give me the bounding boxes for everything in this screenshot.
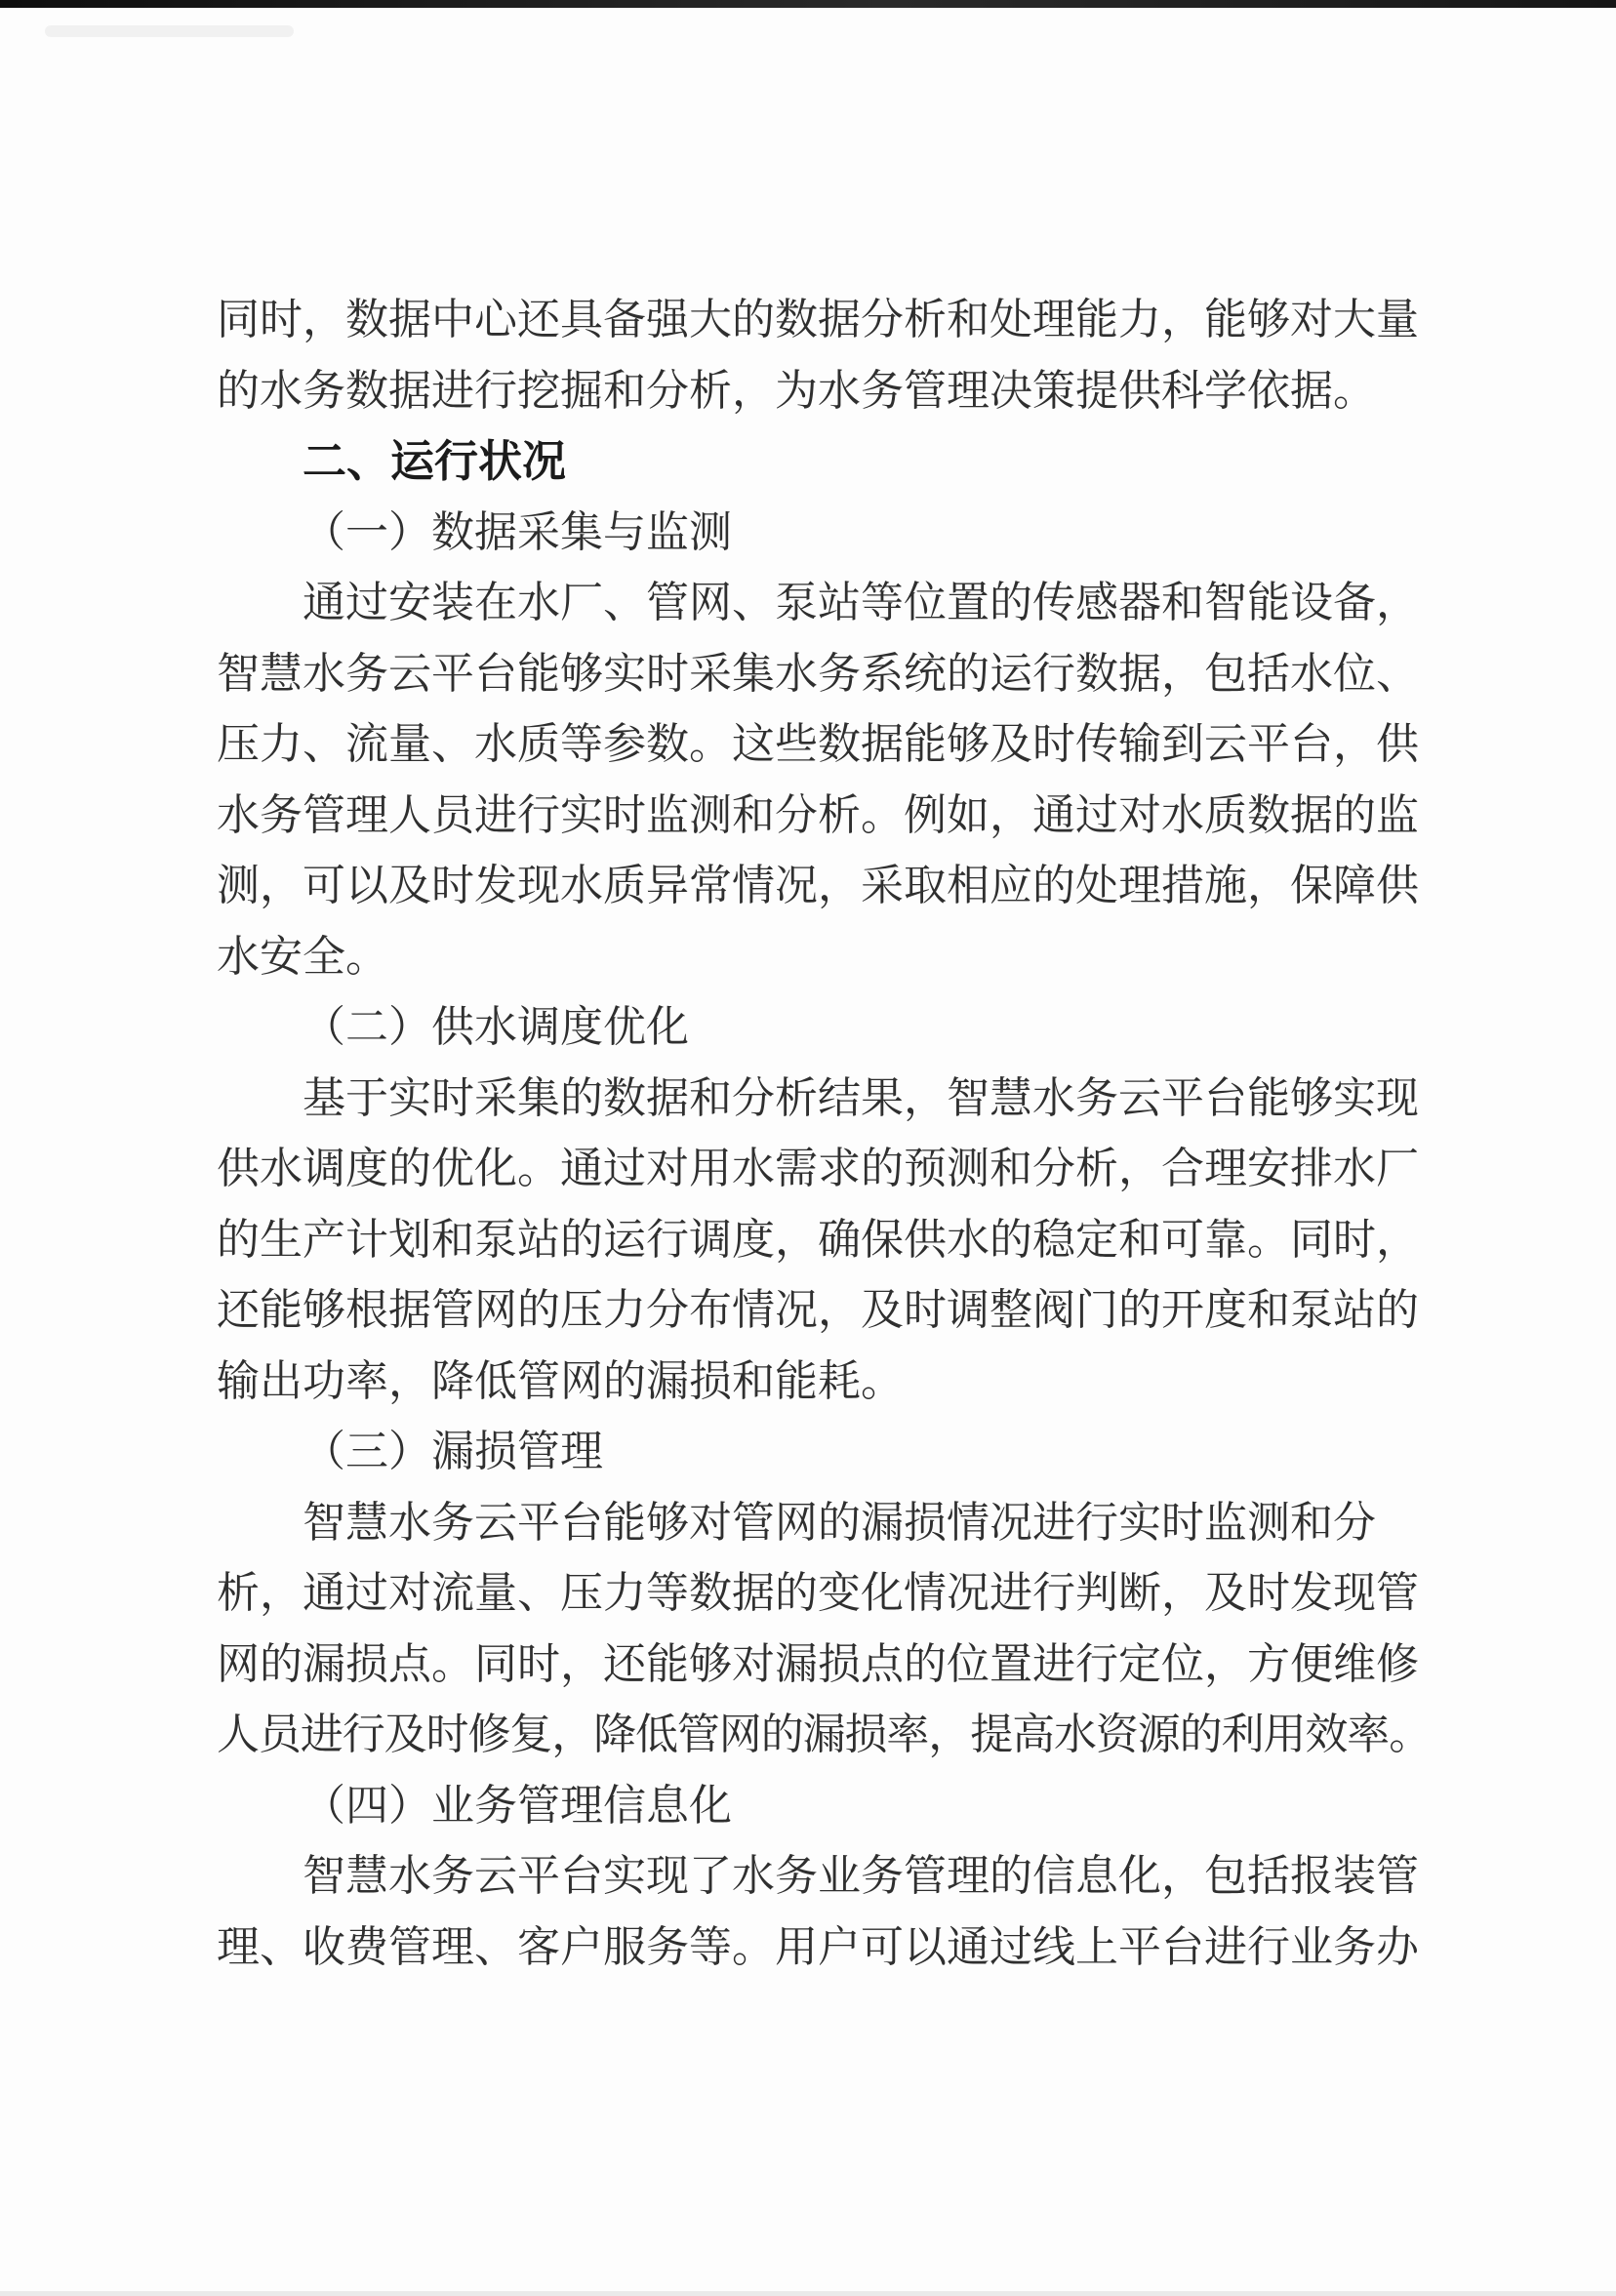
subsection-heading: （一）数据采集与监测 bbox=[303, 507, 732, 556]
body-line: 水务管理人员进行实时监测和分析。例如，通过对水质数据的监 bbox=[217, 790, 1419, 839]
body-line: 输出功率，降低管网的漏损和能耗。 bbox=[217, 1356, 904, 1405]
body-line: 还能够根据管网的压力分布情况，及时调整阀门的开度和泵站的 bbox=[217, 1286, 1419, 1334]
body-line: 网的漏损点。同时，还能够对漏损点的位置进行定位，方便维修 bbox=[217, 1639, 1419, 1688]
body-line: 智慧水务云平台能够对管网的漏损情况进行实时监测和分 bbox=[303, 1498, 1376, 1547]
body-line: 智慧水务云平台能够实时采集水务系统的运行数据，包括水位、 bbox=[217, 649, 1419, 698]
section-heading: 二、运行状况 bbox=[303, 436, 567, 486]
body-line: 析，通过对流量、压力等数据的变化情况进行判断，及时发现管 bbox=[217, 1569, 1419, 1617]
body-line: 的水务数据进行挖掘和分析，为水务管理决策提供科学依据。 bbox=[217, 366, 1376, 415]
body-line: 人员进行及时修复，降低管网的漏损率，提高水资源的利用效率。 bbox=[217, 1711, 1432, 1758]
body-line: 通过安装在水厂、管网、泵站等位置的传感器和智能设备， bbox=[303, 579, 1419, 626]
scan-smudge bbox=[45, 25, 294, 37]
body-line: 基于实时采集的数据和分析结果，智慧水务云平台能够实现 bbox=[303, 1073, 1419, 1122]
document-body bbox=[217, 285, 1438, 1983]
body-line: 同时，数据中心还具备强大的数据分析和处理能力，能够对大量 bbox=[217, 296, 1419, 343]
scan-edge-top bbox=[0, 0, 1616, 8]
subsection-heading: （三）漏损管理 bbox=[303, 1428, 603, 1475]
body-line: 测，可以及时发现水质异常情况，采取相应的处理措施，保障供 bbox=[217, 862, 1419, 909]
body-line: 的生产计划和泵站的运行调度，确保供水的稳定和可靠。同时， bbox=[217, 1215, 1419, 1264]
subsection-heading: （四）业务管理信息化 bbox=[303, 1781, 732, 1830]
scan-edge-bottom bbox=[0, 2291, 1616, 2296]
body-line: 供水调度的优化。通过对用水需求的预测和分析，合理安排水厂 bbox=[217, 1145, 1419, 1192]
subsection-heading: （二）供水调度优化 bbox=[303, 1003, 689, 1051]
body-line: 智慧水务云平台实现了水务业务管理的信息化，包括报装管 bbox=[303, 1852, 1419, 1900]
body-line: 理、收费管理、客户服务等。用户可以通过线上平台进行业务办 bbox=[217, 1922, 1419, 1971]
body-line: 水安全。 bbox=[217, 932, 388, 981]
body-line: 压力、流量、水质等参数。这些数据能够及时传输到云平台，供 bbox=[217, 720, 1419, 768]
